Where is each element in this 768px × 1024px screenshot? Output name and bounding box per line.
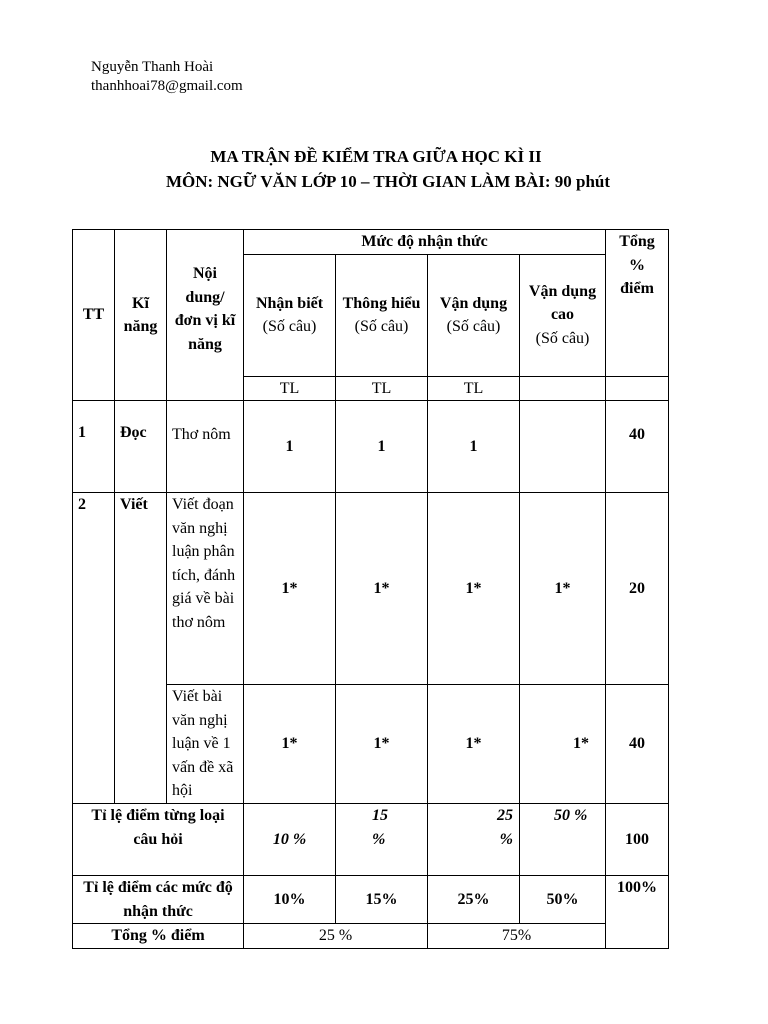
ratio-question-label: Tỉ lệ điểm từng loại câu hỏi	[73, 804, 244, 876]
header-level-nhan-biet	[244, 254, 336, 376]
author-block	[91, 58, 243, 96]
ratio-question-value: 25 %	[428, 804, 520, 876]
row-value: 1*	[520, 493, 606, 685]
header-tl: TL	[336, 376, 428, 401]
header-level-van-dung	[428, 254, 520, 376]
row-value	[520, 401, 606, 493]
header-tl: TL	[428, 376, 520, 401]
row-value: 1	[244, 401, 336, 493]
ratio-level-value: 15%	[336, 876, 428, 924]
ratio-level-value: 25%	[428, 876, 520, 924]
table-row	[73, 493, 669, 685]
header-ki-nang: Kĩ năng	[115, 230, 167, 401]
header-noi-dung: Nội dung/ đơn vị kĩ năng	[167, 230, 244, 401]
header-muc-do: Mức độ nhận thức	[244, 230, 606, 255]
ratio-question-row	[73, 804, 669, 876]
row-value: 1*	[428, 493, 520, 685]
ratio-level-value: 10%	[244, 876, 336, 924]
ratio-level-label: Tỉ lệ điểm các mức độ nhận thức	[73, 876, 244, 924]
ratio-question-value: 15 %	[336, 804, 428, 876]
header-level-van-dung-cao	[520, 254, 606, 376]
row-value: 1*	[336, 685, 428, 804]
author-email: thanhhoai78@gmail.com	[91, 78, 243, 94]
level-name: Vận dụng cao	[528, 282, 597, 324]
row-total: 40	[606, 685, 669, 804]
document-subtitle: MÔN: NGỮ VĂN LỚP 10 – THỜI GIAN LÀM BÀI: 90 phút	[165, 172, 611, 191]
row-total: 20	[606, 493, 669, 685]
header-tt: TT	[73, 230, 115, 401]
total-value: 75%	[428, 924, 606, 949]
document-title: MA TRẬN ĐỀ KIỂM TRA GIỮA HỌC KÌ II	[210, 147, 542, 166]
row-content: Viết đoạn văn nghị luận phân tích, đánh giá về bài thơ nôm	[167, 493, 244, 685]
ratio-question-value: 10 %	[244, 804, 336, 876]
row-tt: 2	[73, 493, 115, 804]
level-sub: (Số câu)	[535, 329, 590, 347]
row-value: 1*	[244, 685, 336, 804]
table-row	[73, 401, 669, 493]
level-sub: (Số câu)	[446, 318, 501, 335]
row-value: 1*	[244, 493, 336, 685]
row-value: 1*	[336, 493, 428, 685]
header-row-1	[73, 230, 669, 255]
row-total: 40	[606, 401, 669, 493]
ratio-level-total: 100%	[606, 876, 669, 949]
row-tt: 1	[73, 401, 115, 493]
header-level-thong-hieu	[336, 254, 428, 376]
row-value: 1	[428, 401, 520, 493]
total-row	[73, 924, 669, 949]
total-value: 25 %	[244, 924, 428, 949]
author-name: Nguyễn Thanh Hoài	[91, 59, 214, 75]
level-sub: (Số câu)	[262, 318, 317, 335]
ratio-level-value: 50%	[520, 876, 606, 924]
row-value: 1*	[520, 685, 606, 804]
row-content: Thơ nôm	[167, 401, 244, 493]
ratio-level-row	[73, 876, 669, 924]
level-sub: (Số câu)	[354, 318, 409, 335]
ratio-question-total: 100	[606, 804, 669, 876]
row-skill: Đọc	[115, 401, 167, 493]
level-name: Nhận biết	[255, 294, 324, 312]
row-content: Viết bài văn nghị luận về 1 vấn đề xã hội	[167, 685, 244, 804]
row-value: 1*	[428, 685, 520, 804]
row-skill: Viết	[115, 493, 167, 804]
ratio-question-value: 50 %	[520, 804, 606, 876]
row-value: 1	[336, 401, 428, 493]
header-empty	[606, 376, 669, 401]
header-empty	[520, 376, 606, 401]
test-matrix-table	[72, 229, 669, 949]
header-tong: Tổng % điểm	[606, 230, 669, 377]
level-name: Thông hiểu	[342, 294, 421, 312]
total-label: Tổng % điểm	[73, 924, 244, 949]
level-name: Vận dụng	[439, 294, 508, 312]
header-tl: TL	[244, 376, 336, 401]
